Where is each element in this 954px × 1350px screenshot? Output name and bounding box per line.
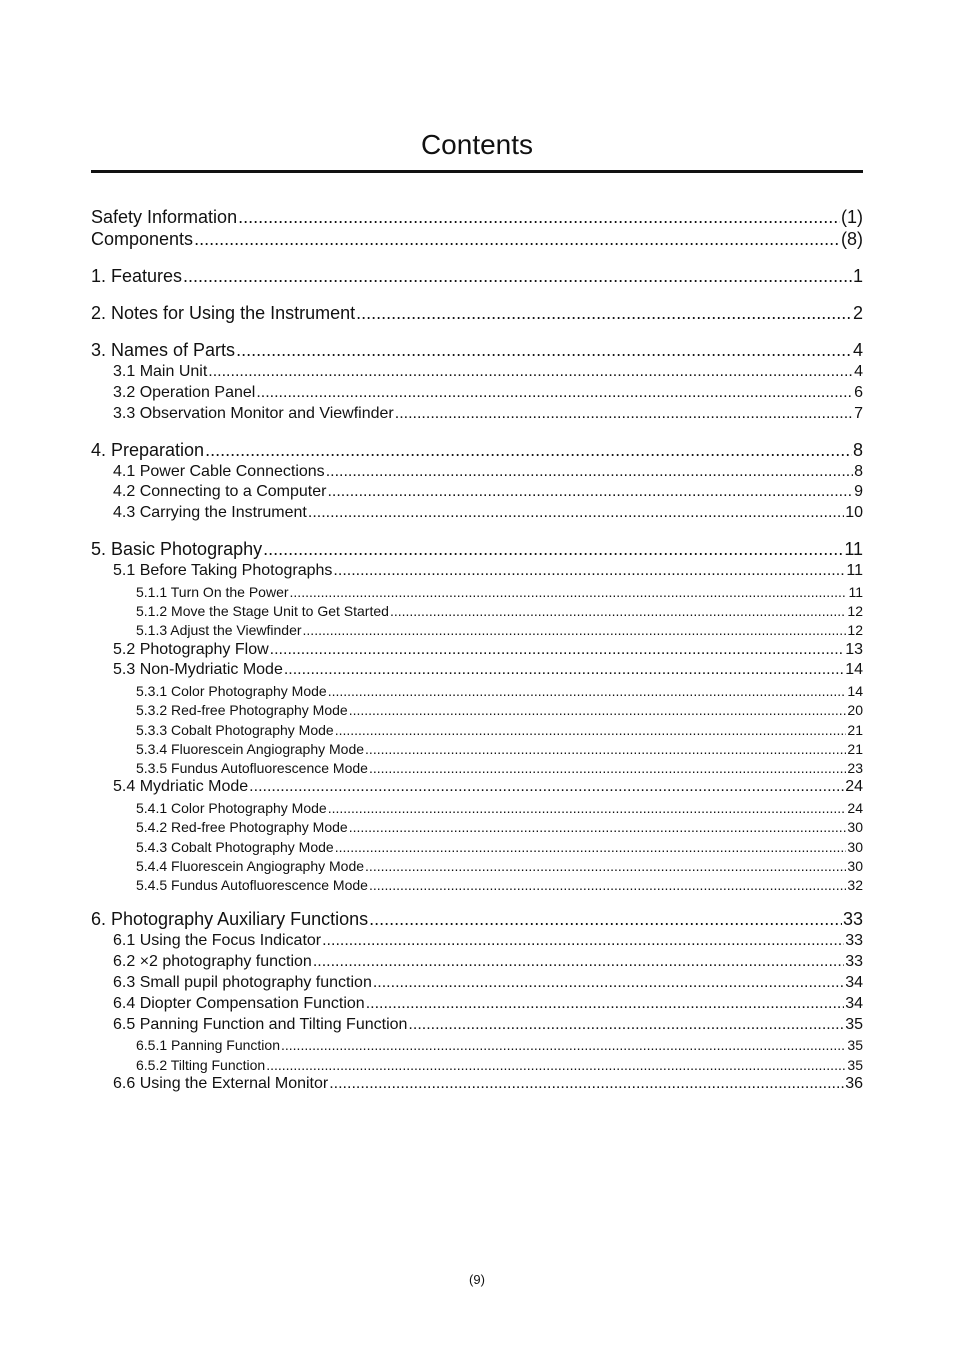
toc-entry-5-3[interactable]: 5.3 Non-Mydriatic Mode ..... 14 <box>113 661 863 679</box>
toc-entry-5-1-2[interactable]: 5.1.2 Move the Stage Unit to Get Started ..... 12 <box>136 603 863 619</box>
toc-entry-5-3-5[interactable]: 5.3.5 Fundus Autofluorescence Mode ..... 23 <box>136 760 863 776</box>
toc-entry-5[interactable]: 5. Basic Photography ..... 11 <box>91 539 863 560</box>
toc-entry-5-1[interactable]: 5.1 Before Taking Photographs ..... 11 <box>113 562 863 580</box>
toc-entry-3[interactable]: 3. Names of Parts ..... 4 <box>91 340 863 361</box>
toc-entry-5-4-3[interactable]: 5.4.3 Cobalt Photography Mode ..... 30 <box>136 839 863 855</box>
toc-entry-4-3[interactable]: 4.3 Carrying the Instrument ..... 10 <box>113 504 863 522</box>
toc-entry-3-2[interactable]: 3.2 Operation Panel ..... 6 <box>113 384 863 402</box>
toc-entry-6-4[interactable]: 6.4 Diopter Compensation Function ..... 34 <box>113 995 863 1013</box>
toc-entry-6-5[interactable]: 6.5 Panning Function and Tilting Function ..... 35 <box>113 1016 863 1034</box>
toc-entry-5-4-4[interactable]: 5.4.4 Fluorescein Angiography Mode ..... 30 <box>136 858 863 874</box>
toc-entry-6-6[interactable]: 6.6 Using the External Monitor ..... 36 <box>113 1075 863 1093</box>
toc-entry-components[interactable]: Components ..... (8) <box>91 229 863 250</box>
toc-entry-5-3-2[interactable]: 5.3.2 Red-free Photography Mode ..... 20 <box>136 702 863 718</box>
toc-entry-6-3[interactable]: 6.3 Small pupil photography function ..... 34 <box>113 974 863 992</box>
toc-entry-6-5-1[interactable]: 6.5.1 Panning Function ..... 35 <box>136 1037 863 1053</box>
toc-entry-5-3-3[interactable]: 5.3.3 Cobalt Photography Mode ..... 21 <box>136 722 863 738</box>
toc-entry-6-1[interactable]: 6.1 Using the Focus Indicator ..... 33 <box>113 932 863 950</box>
toc-entry-5-1-1[interactable]: 5.1.1 Turn On the Power ..... 11 <box>136 584 863 600</box>
toc-entry-4-2[interactable]: 4.2 Connecting to a Computer ..... 9 <box>113 483 863 501</box>
toc-entry-5-3-4[interactable]: 5.3.4 Fluorescein Angiography Mode ..... 21 <box>136 741 863 757</box>
toc-entry-5-3-1[interactable]: 5.3.1 Color Photography Mode ..... 14 <box>136 683 863 699</box>
toc-entry-4-1[interactable]: 4.1 Power Cable Connections ..... 8 <box>113 463 863 481</box>
toc-entry-5-4-5[interactable]: 5.4.5 Fundus Autofluorescence Mode ..... 32 <box>136 877 863 893</box>
toc-entry-6-2[interactable]: 6.2 ×2 photography function ..... 33 <box>113 953 863 971</box>
toc-entry-5-4[interactable]: 5.4 Mydriatic Mode ..... 24 <box>113 778 863 796</box>
page-number: (9) <box>469 1272 485 1287</box>
toc-entry-1[interactable]: 1. Features ..... 1 <box>91 266 863 287</box>
toc-entry-5-2[interactable]: 5.2 Photography Flow ..... 13 <box>113 641 863 659</box>
toc-entry-4[interactable]: 4. Preparation ..... 8 <box>91 440 863 461</box>
toc-entry-3-3[interactable]: 3.3 Observation Monitor and Viewfinder ..... 7 <box>113 405 863 423</box>
toc-entry-5-4-2[interactable]: 5.4.2 Red-free Photography Mode ..... 30 <box>136 819 863 835</box>
page-title: Contents <box>420 129 534 160</box>
toc-entry-safety-information[interactable]: Safety Information ..... (1) <box>91 207 863 228</box>
toc-entry-2[interactable]: 2. Notes for Using the Instrument ..... 2 <box>91 303 863 324</box>
toc-entry-6[interactable]: 6. Photography Auxiliary Functions ..... 33 <box>91 909 863 930</box>
toc-entry-5-1-3[interactable]: 5.1.3 Adjust the Viewfinder ..... 12 <box>136 622 863 638</box>
toc-entry-6-5-2[interactable]: 6.5.2 Tilting Function ..... 35 <box>136 1057 863 1073</box>
toc-entry-3-1[interactable]: 3.1 Main Unit ..... 4 <box>113 363 863 381</box>
toc-entry-5-4-1[interactable]: 5.4.1 Color Photography Mode ..... 24 <box>136 800 863 816</box>
